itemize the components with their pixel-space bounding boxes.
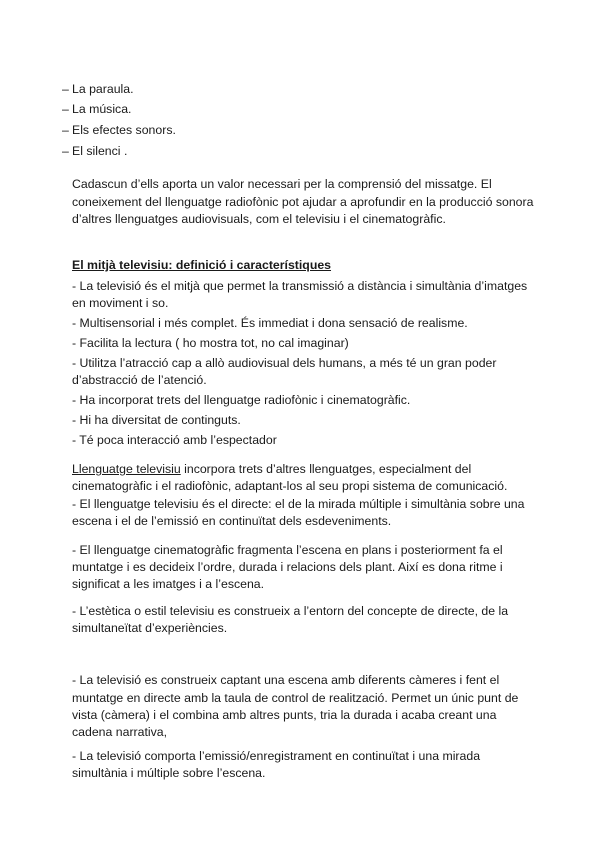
bullet-line: - Utilitza l’atracció cap a allò audiovisual dels humans, a més té un gran poder	[72, 356, 497, 370]
paragraph-line: cinematogràfic i el radiofònic, adaptant-los al seu propi sistema de comunicació.	[72, 479, 508, 493]
term-rest: incorpora trets d’altres llenguatges, especialment del	[180, 462, 472, 476]
paragraph-line: Cadascun d’ells aporta un valor necessari per la comprensió del missatge. El	[72, 177, 492, 191]
bullet-line: d’abstracció de l’atenció.	[72, 373, 207, 387]
list-dash: –	[62, 82, 69, 96]
paragraph-line: - El llenguatge cinematogràfic fragmenta l’escena en plans i posteriorment fa el	[72, 543, 503, 557]
bullet-line: en moviment i so.	[72, 296, 169, 310]
section-heading: El mitjà televisiu: definició i característiques	[72, 258, 332, 272]
paragraph-line: escena i el de l’emissió en continuïtat dels esdeveniments.	[72, 514, 392, 528]
bullet-line: - La televisió és el mitjà que permet la transmissió a distància i simultània d’imatges	[72, 279, 528, 293]
paragraph-line: simultaneïtat d’experiències.	[72, 621, 228, 635]
paragraph-line: d’altres llenguatges audiovisuals, com el televisiu i el cinematogràfic.	[72, 212, 446, 226]
paragraph-line: simultània i múltiple sobre l’escena.	[72, 766, 266, 780]
underlined-term: Llenguatge televisiu	[72, 462, 181, 476]
paragraph-line: - La televisió comporta l’emissió/enregistrament en continuïtat i una mirada	[72, 749, 481, 763]
bullet-line: - Facilita la lectura ( ho mostra tot, no cal imaginar)	[72, 336, 349, 350]
list-dash: –	[62, 144, 69, 158]
bullet-line: - Multisensorial i més complet. És immediat i dona sensació de realisme.	[72, 316, 468, 330]
paragraph-line: significat a les imatges i a l’escena.	[72, 577, 265, 591]
paragraph-line: muntatge en directe amb la taula de control de realització. Permet un únic punt de	[72, 691, 519, 705]
bullet-line: - Té poca interacció amb l’espectador	[72, 433, 277, 447]
paragraph-line: cadena narrativa,	[72, 725, 168, 739]
list-item: La paraula.	[72, 82, 134, 96]
paragraph-line: - El llenguatge televisiu és el directe: el de la mirada múltiple i simultània sobre una	[72, 497, 525, 511]
paragraph-line: vista (càmera) i el combina amb altres punts, tria la durada i acaba creant una	[72, 708, 497, 722]
list-item: El silenci .	[72, 144, 128, 158]
paragraph-line	[72, 460, 471, 478]
paragraph-line: coneixement del llenguatge radiofònic pot ajudar a aprofundir en la producció sonora	[72, 195, 534, 209]
paragraph-line: muntatge i es decideix l’ordre, durada i relacions dels plant. Així es dona ritme i	[72, 560, 503, 574]
bullet-line: - Ha incorporat trets del llenguatge radiofònic i cinematogràfic.	[72, 393, 411, 407]
paragraph-line: - L’estètica o estil televisiu es construeix a l’entorn del concepte de directe, de la	[72, 604, 509, 618]
paragraph-line: - La televisió es construeix captant una escena amb diferents càmeres i fent el	[72, 673, 500, 687]
list-dash: –	[62, 123, 69, 137]
list-item: La música.	[72, 102, 132, 116]
list-item: Els efectes sonors.	[72, 123, 176, 137]
bullet-line: - Hi ha diversitat de continguts.	[72, 413, 241, 427]
list-dash: –	[62, 102, 69, 116]
